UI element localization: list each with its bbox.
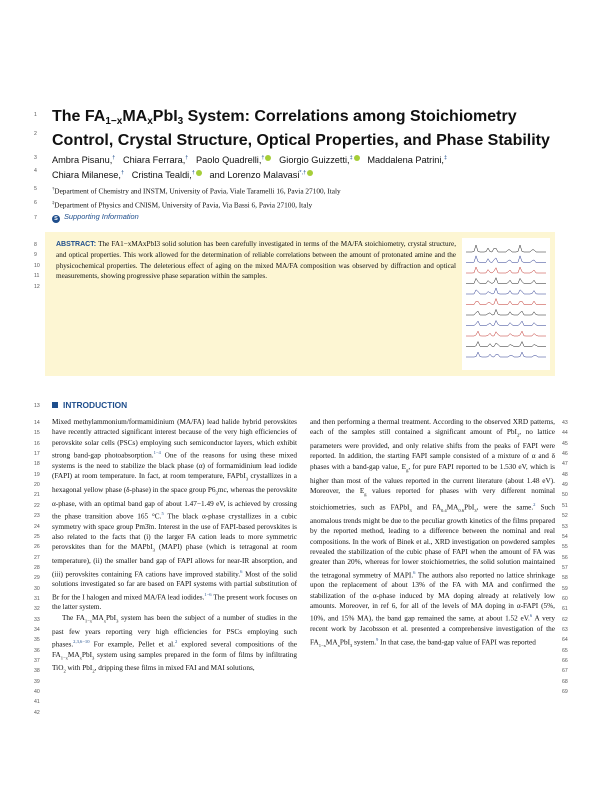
line-number: 42 [34,709,40,716]
text-run: PbI [81,650,92,659]
toc-trace [466,288,546,294]
subscript: 2 [516,432,520,438]
line-number: 40 [34,689,40,696]
citation-ref[interactable]: 1−6 [204,591,212,597]
abstract-body: The FA1−xMAxPbI3 solid solution has been carefully investigated in terms of the MA/FA stoichiometry, crystal structure, and optical properties. This work allowed for the determination of reliable correlations between the amount of protonated amine and the physicochemical properties. The deleterious effect of aging on the mixed MA/FA composition was observed by diffraction and optical measurements, showing progressive phase separation within the samples. [56,240,456,281]
affiliation-marker: ‡ [349,155,353,161]
text-run: PbI [464,503,475,512]
text-run: , were the same. [476,503,534,512]
author-name: and Lorenzo Malavasi [209,170,300,181]
paragraph [310,417,555,651]
text-run: Most of the solid solutions investigated so far are based on FAPI systems with partial substitution of Br for the I halogen and mixed MA/FA lead iodides. [52,570,297,602]
toc-trace [466,309,546,315]
article-title [52,107,552,150]
author-name: Chiara Ferrara, [123,155,186,166]
line-number: 4 [34,168,37,174]
orcid-icon[interactable] [307,170,313,176]
subscript: 1−x [84,618,92,624]
text-run: MA [67,650,80,659]
affiliation-marker: † [191,170,195,177]
subscript: 1−x [60,655,68,661]
line-number: 19 [34,471,40,478]
subscript: x [103,618,106,624]
citation-ref[interactable]: 9 [376,636,379,642]
citation-ref[interactable]: 6 [529,613,533,619]
line-number: 31 [34,595,40,602]
line-number: 15 [34,430,40,437]
line-number: 1 [34,112,37,118]
toc-trace [466,342,546,347]
line-number: 5 [34,186,37,192]
text-run: The authors also reported no lattice shrinkage upon the replacement of about 13% of the FA with MA and confirmed the stabilization of the α-phase induced by MA doping already at relatively low amounts. Moreover, in ref 6, for all of the levels of MA doping in α-FAPI (5%, 10%, and 15% MA), the band gap remained the same, at about 1.52 eV. [310,571,555,623]
line-number: 47 [562,461,568,468]
citation-ref[interactable]: 6 [240,568,243,574]
line-number: 33 [34,616,40,623]
line-number: 38 [34,668,40,675]
supporting-information-link[interactable]: S Supporting Information [52,212,139,223]
line-number: 46 [562,451,568,458]
line-number: 3 [34,155,37,161]
toc-trace [466,256,546,263]
line-number: 48 [562,471,568,478]
subscript: x [79,655,82,661]
text-run: MA [325,637,338,646]
affiliation-marker: † [185,155,189,161]
text-run: mc, whereas the perovskite α-phase, with an optimal band gap of about 1.47−1.49 eV, is achieved by crossing the phase transition above 165 °C. [52,485,297,521]
subscript: 3 [152,547,155,553]
line-number: 63 [562,627,568,633]
line-number: 45 [562,440,568,447]
line-number: 53 [562,523,568,530]
citation-ref[interactable]: 2 [533,501,536,507]
toc-trace [466,278,546,284]
paragraph [52,613,297,677]
line-number: 55 [562,544,568,551]
affiliation-marker: *,† [299,170,307,177]
toc-trace [466,321,546,326]
abstract [56,239,456,282]
text-run: , dripping these films in mixed FAI and MAI solutions, [94,664,255,673]
line-number: 61 [562,606,568,613]
affiliation-marker: † [112,155,116,161]
text-run: The black α-phase crystallizes in a cubic symmetry with space group Pm3̄m. Interest in the use of FAPI-based perovskites is also related to the facts that (i) the larger FA cation leads to more symmetric perovskites than for the MAPbI [52,512,297,552]
text-run: The FA [62,613,85,622]
subscript: 2 [63,668,66,674]
text-run: The present work focuses on the latter system. [52,593,297,612]
line-number: 24 [34,523,40,530]
author-list [52,152,552,182]
subscript: 2 [92,668,95,674]
text-run: MA [446,503,459,512]
author-name: Giorgio Guizzetti, [279,155,350,166]
affiliation-marker: ‡ [443,155,448,161]
text-run: values reported for phases with very different nominal stoichiometries, such as FAPbI [310,486,555,512]
author-line-2 [52,167,552,182]
line-number: 16 [34,440,40,447]
subscript: 3 [409,507,412,513]
line-number: 20 [34,482,40,489]
line-number: 58 [562,575,568,582]
text-run: crystallizes in a hexagonal yellow phase (δ-phase) in the space group P6 [52,472,297,494]
text-run: A very recent work by Jacobsson et al. presented a comprehensive investigation of the FA [310,614,555,646]
affiliation-2: ‡Department of Physics and CNISM, University of Pavia, Via Bassi 6, Pavia 27100, Italy [52,200,313,210]
line-number: 13 [34,403,40,409]
citation-ref[interactable]: 5 [161,511,164,517]
text-run: with PbI [65,664,93,673]
line-number: 12 [34,284,40,290]
line-number: 67 [562,668,568,675]
text-run: and FA [411,503,441,512]
line-number: 27 [34,554,40,561]
line-number: 37 [34,658,40,665]
section-square-icon [52,402,58,408]
line-number: 35 [34,637,40,644]
line-number: 49 [562,482,568,489]
line-number: 41 [34,699,40,706]
text-run: In that case, the band-gap value of FAPI was reported [378,637,536,646]
orcid-icon[interactable] [265,155,271,161]
line-number: 6 [34,200,37,206]
paragraph [52,417,297,613]
line-number: 51 [562,502,568,509]
affiliation-1: †Department of Chemistry and INSTM, University of Pavia, Viale Taramelli 16, Pavia 27100, Italy [52,186,341,196]
line-number: 29 [34,575,40,582]
toc-trace [466,331,546,336]
citation-ref[interactable]: 2,3,6−10 [73,638,90,644]
citation-ref[interactable]: 6 [413,569,416,575]
subscript: 3 [245,476,249,482]
text-run: system. [352,637,377,646]
line-number: 28 [34,564,40,571]
line-number: 36 [34,647,40,654]
subscript: 3 [116,618,119,624]
text-run: explored several compositions of the FA [52,640,297,659]
subscript: 0.6 [458,507,465,513]
author-name: Cristina Tealdi, [131,170,192,181]
citation-ref[interactable]: 2 [175,638,178,644]
line-number: 64 [562,637,568,644]
right-column-text [310,417,555,651]
orcid-icon[interactable] [196,170,202,176]
subscript: 0.4 [440,507,447,513]
text-run: , for pure FAPI reported to be 1.530 eV, which is higher than most of the values reported in the current literature (about 1.48 eV). Moreover, the E [310,462,555,495]
line-number: 25 [34,533,40,540]
subscript: g [364,491,367,497]
section-heading: INTRODUCTION [52,400,127,410]
author-name: Paolo Quadrelli, [196,155,262,166]
text-run: and then performing a thermal treatment. According to the observed XRD patterns, each of the samples still contained a significant amount of PbI [310,418,555,437]
line-number: 23 [34,513,40,520]
line-number: 54 [562,533,568,540]
line-number: 30 [34,585,40,592]
line-number: 14 [34,420,40,426]
text-run: Mixed methylammonium/formamidinium (MA/FA) lead halide hybrid perovskites have recently attracted significant interest because of the very high efficiencies of perovskite solar cells (PSCs) employing such semiconductor layers, which exhibit strong band-gap photoabsorption. [52,418,297,460]
line-number: 10 [34,263,40,269]
text-run: One of the reasons for using these mixed systems is the need to stabilize the black phase (α) of formamidinium lead iodide (FAPI) at room temperature. In fact, at room temperature, FAPbI [52,451,297,481]
orcid-icon[interactable] [354,155,360,161]
line-number: 60 [562,595,568,602]
toc-trace [466,299,546,305]
line-number: 2 [34,131,37,137]
text-run: Such anomalous trends might be due to the peculiar growth kinetics of the films prepared by the reported method, leading to a difference between the nominal and real compositions. In the work of Binek et al., XRD investigation on powdered samples revealed the stabilization of the cubic phase of FAPI when the amount of FA was greater than 20%, whereas for lower stoichiometries, the solid solution maintained the tetragonal symmetry of MAPI. [310,503,555,580]
line-number: 34 [34,627,40,633]
subscript: 3 [474,507,477,513]
toc-xrd-pattern-graphic [462,238,550,370]
line-number: 26 [34,544,40,551]
line-number: 62 [562,616,568,623]
line-number: 7 [34,215,37,221]
left-column-text [52,417,297,677]
line-number: 57 [562,564,568,571]
author-name: Chiara Milanese, [52,170,121,181]
line-number: 68 [562,678,568,685]
text-run: (MAPI) phase (which is tetragonal at room temperature), (ii) the smaller band gap of FAPI allows for near-IR absorption, and (iii) perovskites containing FA cations have improved stability. [52,543,297,578]
affiliation-marker: † [261,155,265,161]
line-number: 17 [34,451,40,458]
line-number: 18 [34,461,40,468]
text-run: MA [92,613,104,622]
subscript: x [337,642,340,648]
subscript: 3 [215,490,218,496]
supporting-info-icon: S [52,215,60,223]
line-number: 8 [34,242,37,248]
line-number: 9 [34,252,37,258]
line-number: 44 [562,430,568,437]
line-number: 22 [34,502,40,509]
title-line-1: The $FA_{1-x}MA_xPbI_3$ System: Correlations among Stoichiometry [52,108,517,127]
line-number: 56 [562,554,568,561]
toc-graphic [462,238,550,370]
title-line-2: Control, Crystal Structure, Optical Properties, and Phase Stability [52,132,550,149]
line-number: 59 [562,585,568,592]
subscript: 3 [349,642,353,648]
line-number: 65 [562,647,568,654]
text-run: , no lattice parameters were provided, and only relative shifts from the peaks of FAPI were reported. In addition, the starting FAPI sample consisted of a mixture of α and δ phases with a band-gap value, E [310,428,555,471]
subscript: g [406,467,409,473]
text-run: PbI [105,613,117,622]
line-number: 66 [562,658,568,665]
toc-trace [466,267,546,273]
citation-ref[interactable]: 1−4 [153,450,161,456]
toc-trace [466,352,546,357]
line-number: 39 [34,678,40,685]
author-name: Maddalena Patrini, [367,155,444,166]
line-number: 52 [562,513,568,520]
line-number: 11 [34,273,40,279]
author-line-1 [52,152,552,167]
line-number: 43 [562,420,568,426]
line-number: 69 [562,689,568,696]
line-number: 50 [562,492,568,499]
affiliation-marker: † [120,170,125,177]
text-run: PbI [339,637,350,646]
subscript: 1−x [318,642,326,648]
author-name: Ambra Pisanu, [52,155,113,166]
line-number: 32 [34,606,40,613]
line-number: 21 [34,492,40,499]
subscript: 3 [91,655,95,661]
text-run: system using samples prepared in the form of films by infiltrating TiO [52,650,297,673]
abstract-label: ABSTRACT: [56,241,97,248]
toc-trace [466,245,546,252]
text-run: system has been the subject of a number of studies in the past few years reporting very high efficiencies for PSCs employing such phases. [52,613,297,649]
text-run: For example, Pellet et al. [89,640,175,649]
